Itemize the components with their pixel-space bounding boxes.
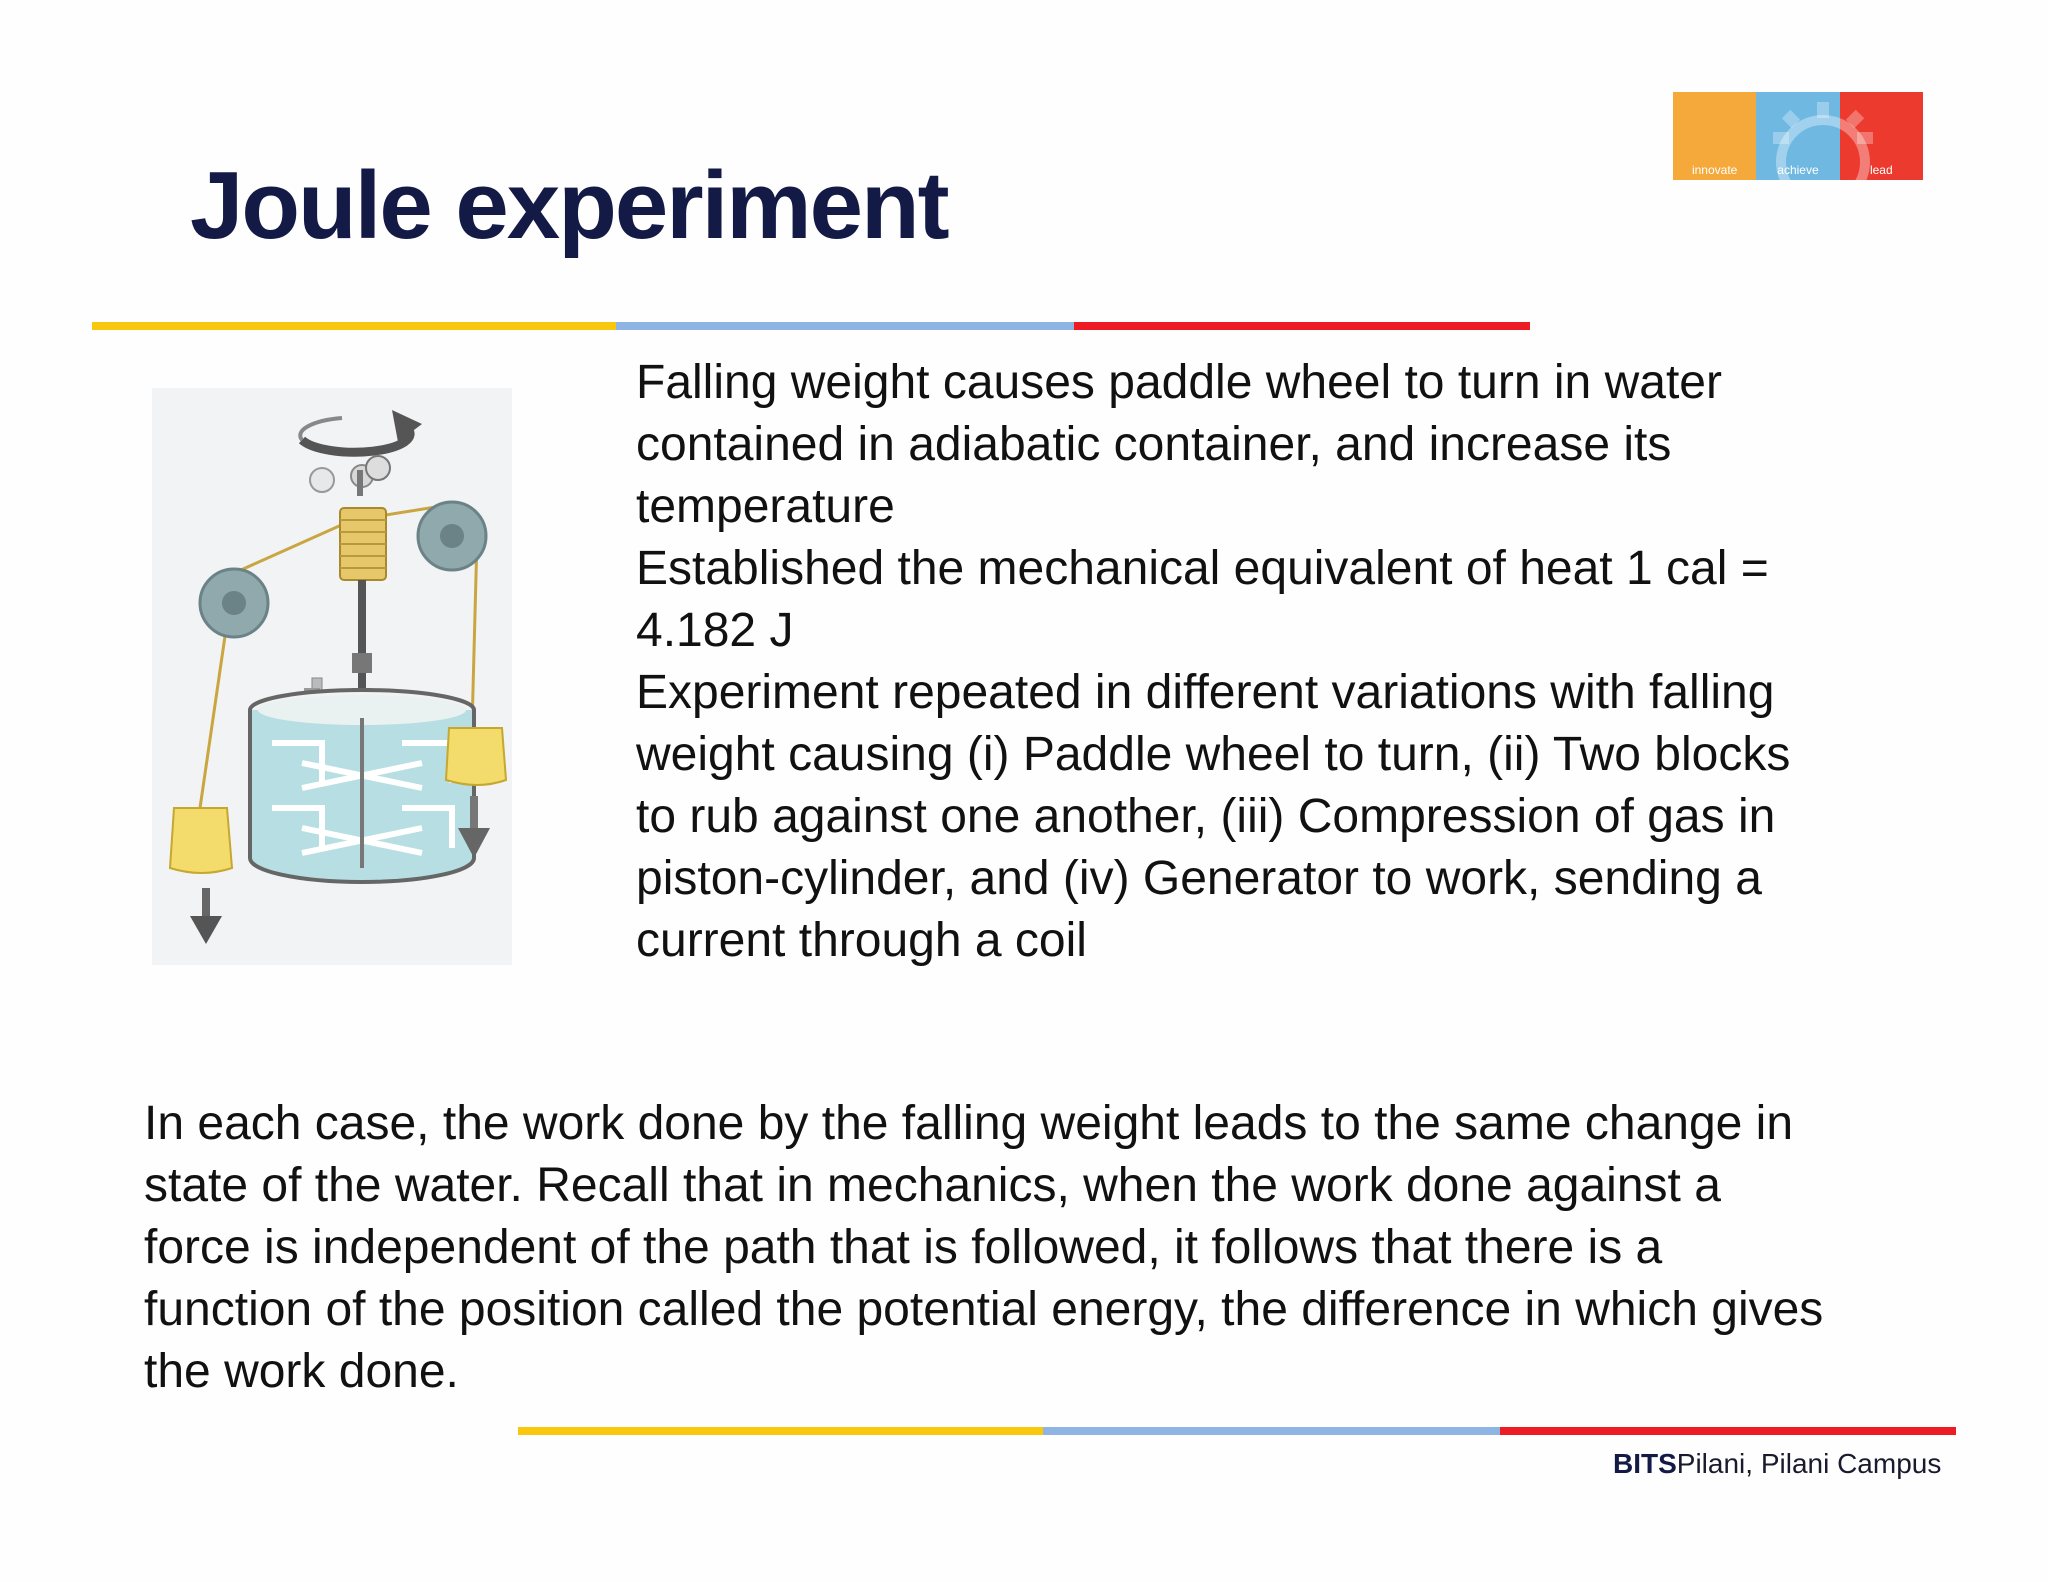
logo-segment-innovate [1673, 92, 1756, 180]
bullet-item: Established the mechanical equivalent of heat 1 cal = 4.182 J [636, 542, 1769, 657]
joule-apparatus-icon [152, 388, 512, 965]
brand-logo [1673, 92, 1923, 180]
bullet-item: Falling weight causes paddle wheel to turn in water contained in adiabatic container, and increase its temperature [636, 356, 1722, 533]
joule-apparatus-figure [152, 388, 512, 965]
body-paragraph: In each case, the work done by the falling weight leads to the same change in state of the water. Recall that in mechanics, when the work done against a force is independent of the path that is followed, it follows that there is a function of the position called the potential energy, the difference in which gives the work done. [144, 1097, 1824, 1398]
bullet-list [636, 352, 1826, 972]
logo-segment-achieve [1756, 92, 1839, 180]
logo-word-lead: lead [1869, 163, 1893, 177]
footer-text: Pilani, Pilani Campus [1676, 1448, 1942, 1479]
top-divider [92, 322, 1530, 330]
logo-word-achieve: achieve [1777, 163, 1819, 177]
footer-campus [1613, 1448, 1941, 1480]
bullet-item: Experiment repeated in different variations with falling weight causing (i) Paddle wheel to turn, (ii) Two blocks to rub against one another, (iii) Compression of gas in piston-cylinder, and (iv) Generator to work, sending a current through a coil [636, 666, 1791, 967]
bottom-divider [518, 1427, 1956, 1435]
page-title: Joule experiment [190, 152, 948, 259]
logo-word-innovate: innovate [1691, 163, 1738, 177]
logo-segment-lead [1840, 92, 1923, 180]
footer-brand: BITS [1613, 1448, 1677, 1479]
